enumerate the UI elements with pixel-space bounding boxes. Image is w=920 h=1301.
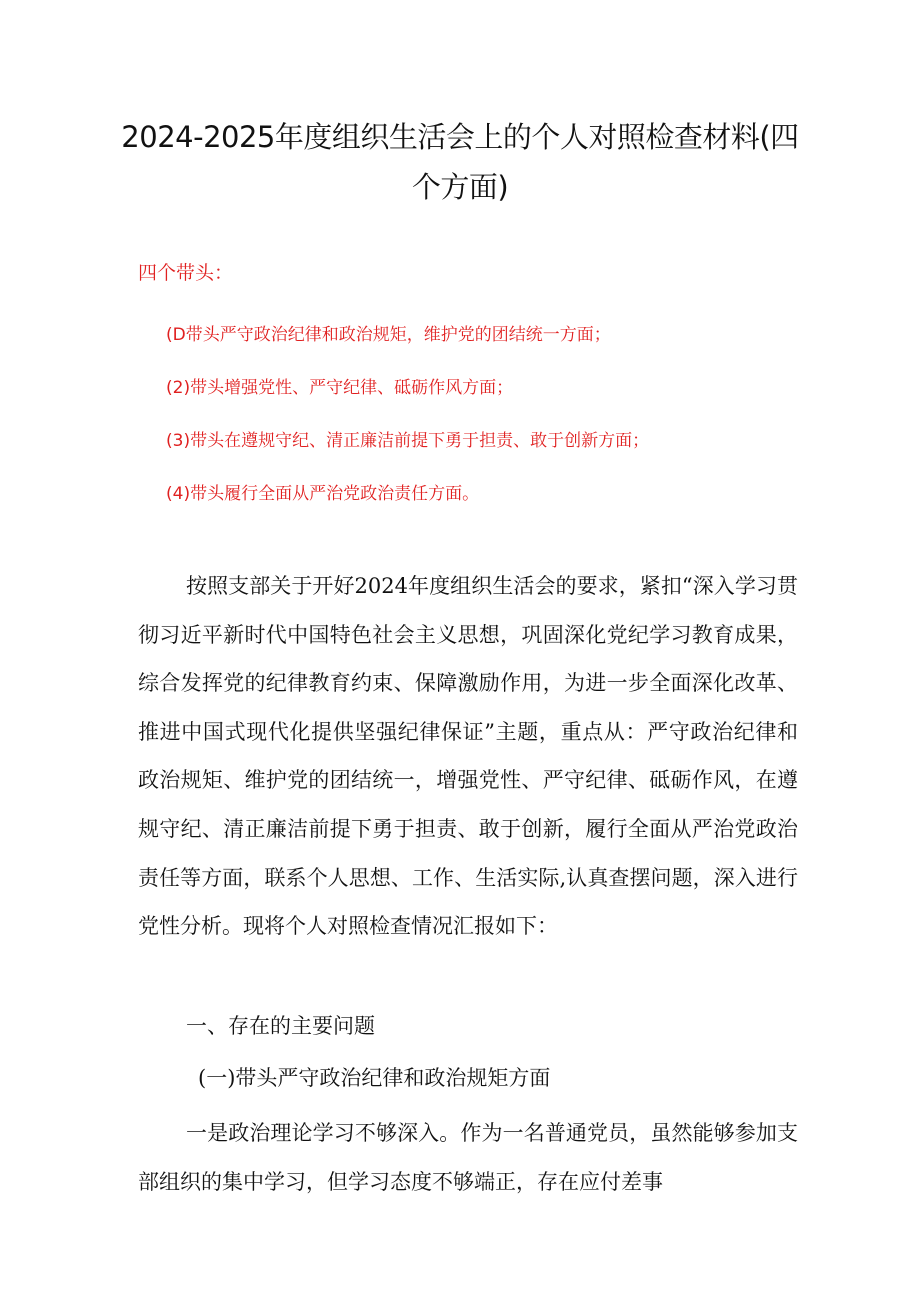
lead-item-3: (3)带头在遵规守纪、清正廉洁前提下勇于担责、敢于创新方面； — [166, 431, 650, 451]
intro-paragraph: 按照支部关于开好2024年度组织生活会的要求，紧扣“深入学习贯彻习近平新时代中国特色社会主义思想，巩固深化党纪学习教育成果，综合发挥党的纪律教育约束、保障激励作用，为进一步全面深化改革、推进中国式现代化提供坚强纪律保证”主题，重点从：严守政治纪律和政治规矩、维护党的团结统一，增强党性、严守纪律、砥砺作风，在遵规守纪、清正廉洁前提下勇于担责、敢于创新，履行全面从严治党政治责任等方面，联系个人思想、工作、生活实际,认真查摆问题，深入进行党性分析。现将个人对照检查情况汇报如下： — [138, 574, 798, 939]
four-leads-heading: 四个带头： — [138, 262, 234, 284]
document-title: 2024-2025年度组织生活会上的个人对照检查材料(四个方面) — [121, 120, 799, 204]
subsection-heading: (一)带头严守政治纪律和政治规矩方面 — [198, 1066, 551, 1090]
lead-item-1: (D带头严守政治纪律和政治规矩，维护党的团结统一方面； — [166, 325, 611, 345]
lead-item-2: (2)带头增强党性、严守纪律、砥砺作风方面； — [166, 378, 514, 398]
problem-paragraph: 一是政治理论学习不够深入。作为一名普通党员，虽然能够参加支部组织的集中学习，但学习态度不够端正，存在应付差事 — [138, 1121, 798, 1194]
lead-item-4: (4)带头履行全面从严治党政治责任方面。 — [166, 484, 480, 504]
section-heading: 一、存在的主要问题 — [186, 1014, 375, 1038]
